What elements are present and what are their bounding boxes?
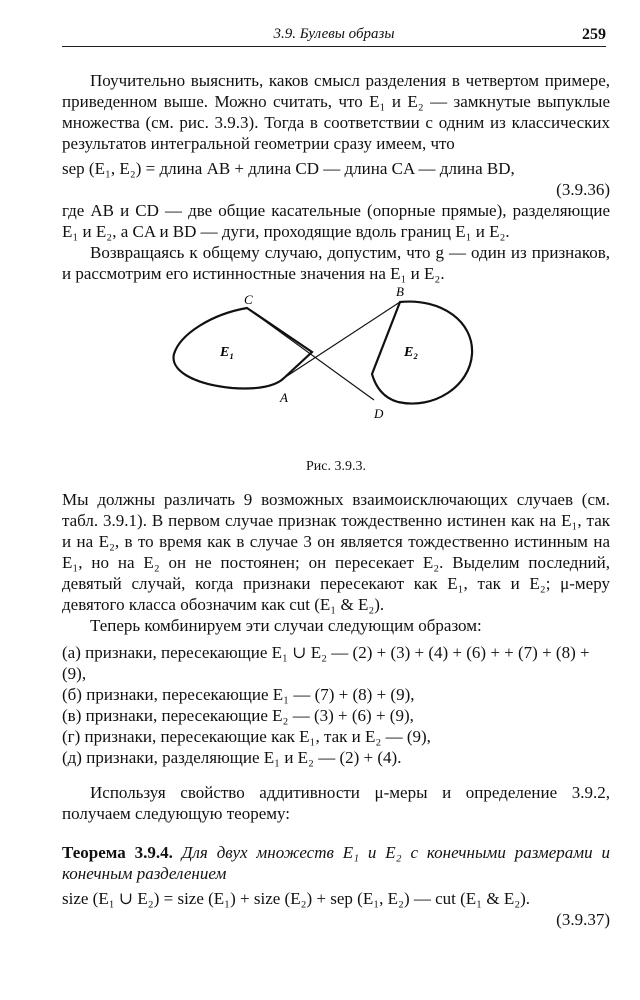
figure-3-9-3: [62, 284, 610, 450]
paragraph-additivity: Используя свойство аддитивности μ-меры и определение 3.9.2, получаем следующую теорему:: [62, 783, 610, 823]
paragraph-cases: Мы должны различать 9 возможных взаимоисключающих случаев (см. табл. 3.9.1). В первом случае признак тождественно истинен как на E₁, так и на E₂, в то время как в случае 3 он является тождественно истинным на E₁, но на E₂ он не постоянен; он пересекает E₂. Выделим последний, девятый случай, когда признаки пересекают как E₁, так и E₂; μ-меру девятого класса обозначим как cut (E₁ & E₂).: [62, 490, 610, 614]
page-header: [62, 24, 606, 47]
list-item: (г) признаки, пересекающие как E₁, так и E₂ — (9),: [62, 727, 431, 746]
theorem-label: Теорема 3.9.4.: [62, 843, 173, 862]
point-a-label: A: [280, 390, 288, 405]
theorem-3-9-4: [62, 842, 610, 884]
set-e1-label: E₁: [220, 345, 235, 360]
page-body: [62, 70, 610, 930]
formula-size: size (E₁ ∪ E₂) = size (E₁) + size (E₂) + sep (E₁, E₂) — cut (E₁ & E₂).: [62, 889, 531, 908]
page-number: 259: [582, 26, 606, 43]
equation-number-3-9-36: (3.9.36): [556, 180, 610, 199]
paragraph-general-case: Возвращаясь к общему случаю, допустим, что g — один из признаков, и рассмотрим его истинностные значения на E₁ и E₂.: [62, 243, 610, 283]
list-item: (а) признаки, пересекающие E₁ ∪ E₂ — (2) + (3) + (4) + (6) + + (7) + (8) + (9),: [62, 643, 590, 683]
list-item: (б) признаки, пересекающие E₁ — (7) + (8) + (9),: [62, 685, 415, 704]
theorem-text: Для двух множеств E₁ и E₂ с конечными размерами и конечным разделением: [62, 843, 611, 883]
point-b-label: B: [396, 284, 404, 299]
formula-sep: sep (E₁, E₂) = длина AB + длина CD — длина CA — длина BD,: [62, 159, 515, 178]
tangent-line-ab: [284, 302, 400, 378]
equation-number-3-9-37: (3.9.37): [556, 910, 610, 929]
figure-caption: Рис. 3.9.3.: [306, 459, 366, 474]
paragraph-combine: Теперь комбинируем эти случаи следующим образом:: [90, 616, 482, 635]
list-item: (в) признаки, пересекающие E₂ — (3) + (6) + (9),: [62, 706, 414, 725]
running-head: 3.9. Булевы образы: [273, 26, 395, 42]
point-d-label: D: [374, 406, 384, 421]
list-item: (д) признаки, разделяющие E₁ и E₂ — (2) + (4).: [62, 748, 402, 767]
paragraph-intro: Поучительно выяснить, каков смысл разделения в четвертом примере, приведенном выше. Можно считать, что E₁ и E₂ — замкнутые выпуклые множества (см. рис. 3.9.3). Тогда в соответствии с одним из классических результатов интегральной геометрии сразу имеем, что: [62, 71, 610, 153]
set-e2-label: E₂: [404, 345, 419, 360]
set-e2-outline: [372, 302, 472, 404]
case-list: [62, 642, 610, 768]
set-e1-outline: [174, 308, 312, 389]
paragraph-tangents: где AB и CD — две общие касательные (опорные прямые), разделяющие E₁ и E₂, а CA и BD — дуги, проходящие вдоль границ E₁ и E₂.: [62, 201, 610, 241]
point-c-label: C: [244, 292, 253, 307]
convex-sets-diagram: [62, 284, 610, 450]
